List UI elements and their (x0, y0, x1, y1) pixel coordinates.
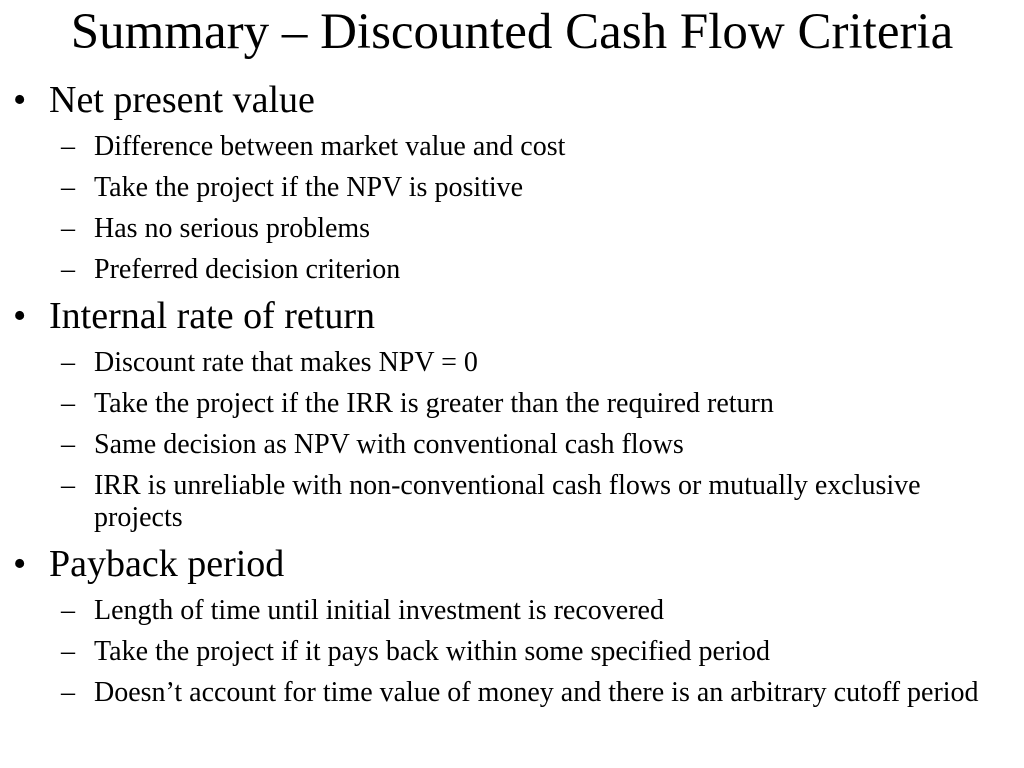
sub-item (0, 172, 1024, 204)
sub-item (0, 470, 1024, 534)
sub-item-text: Take the project if the IRR is greater than the required return (94, 388, 774, 419)
sub-item-text: Discount rate that makes NPV = 0 (94, 347, 478, 378)
sub-item-text: Preferred decision criterion (94, 254, 401, 285)
sub-item (0, 213, 1024, 245)
section-internal-rate-of-return (0, 294, 1024, 534)
bullet-item (0, 294, 1024, 338)
dash-glyph: – (61, 213, 75, 244)
bullet-item (0, 78, 1024, 122)
dash-glyph: – (61, 254, 75, 285)
dash-glyph: – (61, 636, 75, 667)
dash-glyph: – (61, 677, 75, 708)
sub-list (0, 595, 1024, 709)
dash-glyph: – (61, 172, 75, 203)
sub-item-text: Difference between market value and cost (94, 131, 566, 162)
sub-item (0, 595, 1024, 627)
sub-item (0, 677, 1024, 709)
slide-title: Summary – Discounted Cash Flow Criteria (70, 4, 954, 60)
sub-item-text: Doesn’t account for time value of money and there is an arbitrary cutoff period (94, 677, 979, 708)
sub-item (0, 429, 1024, 461)
sub-item-text: IRR is unreliable with non-conventional cash flows or mutually exclusive projects (94, 470, 921, 533)
sub-item-text: Same decision as NPV with conventional cash flows (94, 429, 684, 460)
dash-glyph: – (61, 429, 75, 460)
sub-item-text: Length of time until initial investment is recovered (94, 595, 664, 626)
section-payback-period (0, 542, 1024, 709)
bullet-heading: Net present value (49, 79, 315, 121)
sub-item (0, 388, 1024, 420)
bullet-glyph: • (13, 79, 27, 121)
sub-item-text: Take the project if the NPV is positive (94, 172, 524, 203)
dash-glyph: – (61, 595, 75, 626)
bullet-heading: Internal rate of return (49, 295, 375, 337)
sub-item-text: Take the project if it pays back within some specified period (94, 636, 771, 667)
dash-glyph: – (61, 470, 75, 501)
sub-item-text: Has no serious problems (94, 213, 371, 244)
sub-item (0, 636, 1024, 668)
bullet-glyph: • (13, 543, 27, 585)
sub-item (0, 347, 1024, 379)
bullet-heading: Payback period (49, 543, 285, 585)
sub-list (0, 347, 1024, 534)
sub-item (0, 254, 1024, 286)
dash-glyph: – (61, 131, 75, 162)
section-net-present-value (0, 78, 1024, 286)
bullet-glyph: • (13, 295, 27, 337)
sub-list (0, 131, 1024, 286)
dash-glyph: – (61, 388, 75, 419)
slide-body (0, 78, 1024, 709)
dash-glyph: – (61, 347, 75, 378)
bullet-item (0, 542, 1024, 586)
sub-item (0, 131, 1024, 163)
